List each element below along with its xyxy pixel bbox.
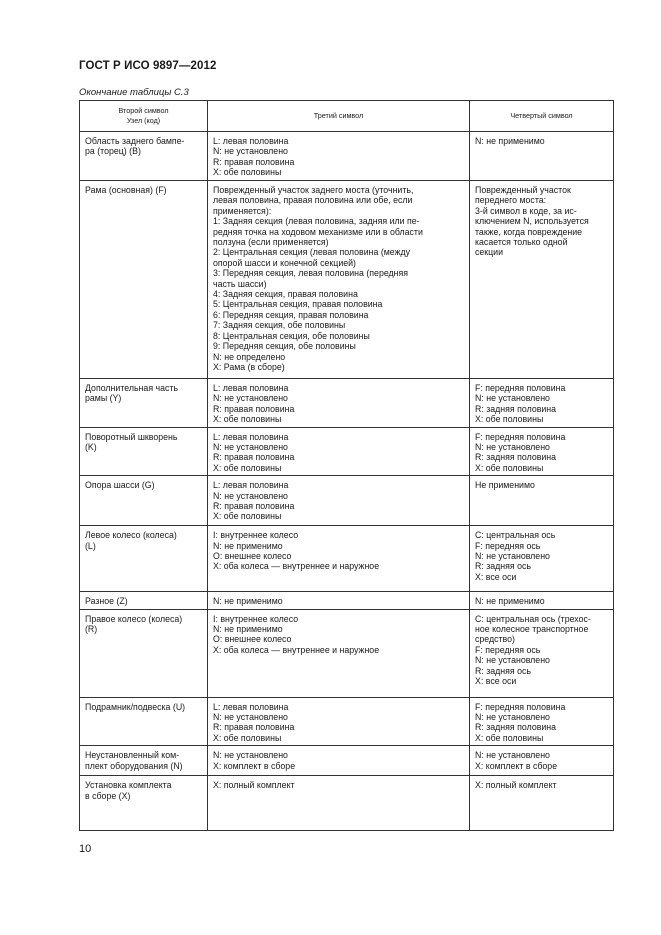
fourth-symbol-cell (470, 132, 614, 181)
node-cell (80, 181, 208, 379)
node-cell (80, 697, 208, 746)
fourth-symbol-cell (470, 609, 614, 697)
cell-line: плект оборудования (N) (85, 760, 183, 771)
cell-line: Неустановленный ком- (85, 750, 180, 761)
node-cell (80, 526, 208, 592)
cell-line: F: передняя ось (475, 540, 541, 551)
node-cell (80, 746, 208, 776)
node-cell (80, 776, 208, 831)
cell-line: рамы (Y) (85, 393, 122, 404)
cell-line: N: не установлено (475, 442, 550, 453)
cell-line: N: не установлено (213, 442, 288, 453)
cell-line: переднего моста: (475, 195, 547, 206)
cell-line: X: обе половины (213, 732, 282, 743)
table-row (80, 476, 614, 526)
cell-line: R: задняя половина (475, 452, 557, 463)
header-node (80, 101, 208, 132)
third-symbol-cell (208, 132, 470, 181)
cell-line: X: обе половины (475, 462, 544, 473)
cell-line: ползуна (если применяется) (213, 237, 329, 248)
cell-line: R: правая половина (213, 403, 295, 414)
cell-line: опорой шасси и конечной секцией) (213, 257, 356, 268)
third-symbol-cell (208, 697, 470, 746)
cell-line: L: левая половина (213, 701, 289, 712)
header-node-line-2: Узел (код) (126, 116, 161, 125)
cell-line: O: внешнее колесо (213, 551, 292, 562)
cell-line: (R) (85, 624, 98, 635)
table-row (80, 776, 614, 831)
cell-line: R: задняя ось (475, 665, 532, 676)
cell-line: N: не установлено (213, 750, 288, 761)
cell-line: X: Рама (в сборе) (213, 361, 285, 372)
table-header-row (80, 101, 614, 132)
cell-line: L: левая половина (213, 383, 289, 393)
cell-line: X: все оси (475, 571, 517, 582)
table-caption: Окончание таблицы С.3 (79, 87, 189, 98)
cell-line: N: не определено (213, 351, 286, 362)
third-symbol-cell (208, 609, 470, 697)
cell-line: N: не применимо (475, 596, 545, 607)
cell-line: Разное (Z) (85, 596, 128, 607)
node-cell (80, 592, 208, 609)
cell-line: Установка комплекта (85, 780, 172, 791)
header-third-symbol: Третий символ (208, 101, 470, 132)
cell-line: X: обе половины (213, 511, 282, 522)
cell-line: F: передняя половина (475, 431, 566, 442)
cell-line: 3: Передняя секция, левая половина (передняя (213, 268, 409, 279)
third-symbol-cell (208, 181, 470, 379)
cell-line: I: внутреннее колесо (213, 613, 299, 624)
cell-line: X: оба колеса — внутреннее и наружное (213, 561, 380, 572)
cell-line: 9: Передняя секция, обе половины (213, 341, 356, 352)
table-row (80, 132, 614, 181)
cell-line: Опора шасси (G) (85, 480, 155, 491)
cell-line: X: оба колеса — внутреннее и наружное (213, 644, 380, 655)
cell-line: секции (475, 247, 504, 258)
table-row (80, 427, 614, 476)
cell-line: 7: Задняя секция, обе половины (213, 320, 346, 331)
table-row (80, 697, 614, 746)
cell-line: 3-й символ в коде, за ис- (475, 205, 577, 216)
cell-line: ключением N, используется (475, 216, 589, 227)
third-symbol-cell (208, 746, 470, 776)
node-cell (80, 132, 208, 181)
cell-line: Область заднего бампе- (85, 136, 185, 146)
cell-line: R: задняя половина (475, 722, 557, 733)
cell-line: X: обе половины (213, 414, 282, 425)
cell-line: R: правая половина (213, 501, 295, 512)
fourth-symbol-cell (470, 427, 614, 476)
fourth-symbol-cell (470, 181, 614, 379)
cell-line: ное колесное транспортное (475, 624, 589, 635)
third-symbol-cell (208, 776, 470, 831)
cell-line: левая половина, правая половина или обе, если (213, 195, 413, 206)
fourth-symbol-cell (470, 476, 614, 526)
cell-line: N: не установлено (213, 146, 288, 157)
cell-line: N: не установлено (213, 490, 288, 501)
cell-line: L: левая половина (213, 136, 289, 146)
page-number: 10 (79, 843, 92, 855)
cell-line: O: внешнее колесо (213, 634, 292, 645)
cell-line: C: центральная ось (475, 530, 556, 541)
cell-line: Дополнительная часть (85, 383, 179, 393)
table-row (80, 592, 614, 609)
third-symbol-cell (208, 427, 470, 476)
table-row (80, 609, 614, 697)
spec-table (79, 100, 614, 831)
cell-line: N: не установлено (475, 393, 550, 404)
cell-line: 6: Передняя секция, правая половина (213, 309, 369, 320)
table-row (80, 746, 614, 776)
table-row (80, 379, 614, 428)
cell-line: средство) (475, 634, 515, 645)
table-row (80, 526, 614, 592)
cell-line: Поворотный шкворень (85, 431, 178, 442)
cell-line: 5: Центральная секция, правая половина (213, 299, 383, 310)
third-symbol-cell (208, 476, 470, 526)
cell-line: R: задняя половина (475, 403, 557, 414)
cell-line: X: комплект в сборе (213, 760, 296, 771)
cell-line: X: полный комплект (213, 780, 295, 791)
cell-line: 1: Задняя секция (левая половина, задняя или пе- (213, 216, 420, 227)
cell-line: N: не применимо (213, 624, 283, 635)
cell-line: 4: Задняя секция, правая половина (213, 289, 358, 300)
cell-line: Рама (основная) (F) (85, 185, 167, 195)
cell-line: N: не применимо (213, 540, 283, 551)
cell-line: Левое колесо (колеса) (85, 530, 177, 541)
cell-line: X: комплект в сборе (475, 760, 558, 771)
cell-line: (L) (85, 540, 96, 551)
cell-line: X: все оси (475, 676, 517, 687)
cell-line: N: не установлено (475, 712, 550, 723)
cell-line: N: не установлено (213, 393, 288, 404)
cell-line: N: не установлено (475, 551, 550, 562)
table-row (80, 181, 614, 379)
cell-line: ра (торец) (B) (85, 146, 141, 157)
third-symbol-cell (208, 379, 470, 428)
node-cell (80, 476, 208, 526)
cell-line: в сборе (X) (85, 790, 131, 801)
cell-line: Правое колесо (колеса) (85, 613, 183, 624)
cell-line: F: передняя половина (475, 701, 566, 712)
cell-line: часть шасси) (213, 278, 267, 289)
third-symbol-cell (208, 526, 470, 592)
cell-line: 8: Центральная секция, обе половины (213, 330, 370, 341)
fourth-symbol-cell (470, 746, 614, 776)
fourth-symbol-cell (470, 776, 614, 831)
cell-line: R: правая половина (213, 452, 295, 463)
cell-line: N: не установлено (475, 655, 550, 666)
cell-line: X: полный комплект (475, 780, 557, 791)
cell-line: X: обе половины (475, 732, 544, 743)
cell-line: C: центральная ось (трехос- (475, 613, 591, 624)
cell-line: N: не применимо (213, 596, 283, 607)
fourth-symbol-cell (470, 592, 614, 609)
cell-line: X: обе половины (213, 462, 282, 473)
node-cell (80, 379, 208, 428)
fourth-symbol-cell (470, 526, 614, 592)
header-node-line-1: Второй символ (118, 106, 169, 115)
cell-line: R: задняя ось (475, 561, 532, 572)
cell-line: I: внутреннее колесо (213, 530, 299, 541)
cell-line: применяется): (213, 205, 272, 216)
cell-line: редняя точка на ходовом механизме или в области (213, 226, 423, 237)
cell-line: R: правая половина (213, 156, 295, 167)
node-cell (80, 427, 208, 476)
cell-line: R: правая половина (213, 722, 295, 733)
cell-line: L: левая половина (213, 480, 289, 491)
cell-line: 2: Центральная секция (левая половина (между (213, 247, 411, 258)
document-title: ГОСТ Р ИСО 9897—2012 (79, 60, 217, 72)
cell-line: X: обе половины (475, 414, 544, 425)
cell-line: Не применимо (475, 480, 535, 491)
cell-line: N: не установлено (213, 712, 288, 723)
cell-line: (K) (85, 442, 97, 453)
cell-line: Подрамник/подвеска (U) (85, 701, 186, 712)
fourth-symbol-cell (470, 697, 614, 746)
table-body (80, 132, 614, 831)
cell-line: F: передняя ось (475, 644, 541, 655)
node-cell (80, 609, 208, 697)
fourth-symbol-cell (470, 379, 614, 428)
cell-line: Поврежденный участок (475, 185, 571, 195)
cell-line: касается только одной (475, 237, 568, 248)
cell-line: Поврежденный участок заднего моста (уточнить, (213, 185, 414, 195)
header-fourth-symbol: Четвертый символ (470, 101, 614, 132)
cell-line: N: не установлено (475, 750, 550, 761)
cell-line: также, когда повреждение (475, 226, 583, 237)
cell-line: X: обе половины (213, 167, 282, 178)
cell-line: F: передняя половина (475, 383, 566, 393)
cell-line: N: не применимо (475, 136, 545, 146)
cell-line: L: левая половина (213, 431, 289, 442)
third-symbol-cell (208, 592, 470, 609)
